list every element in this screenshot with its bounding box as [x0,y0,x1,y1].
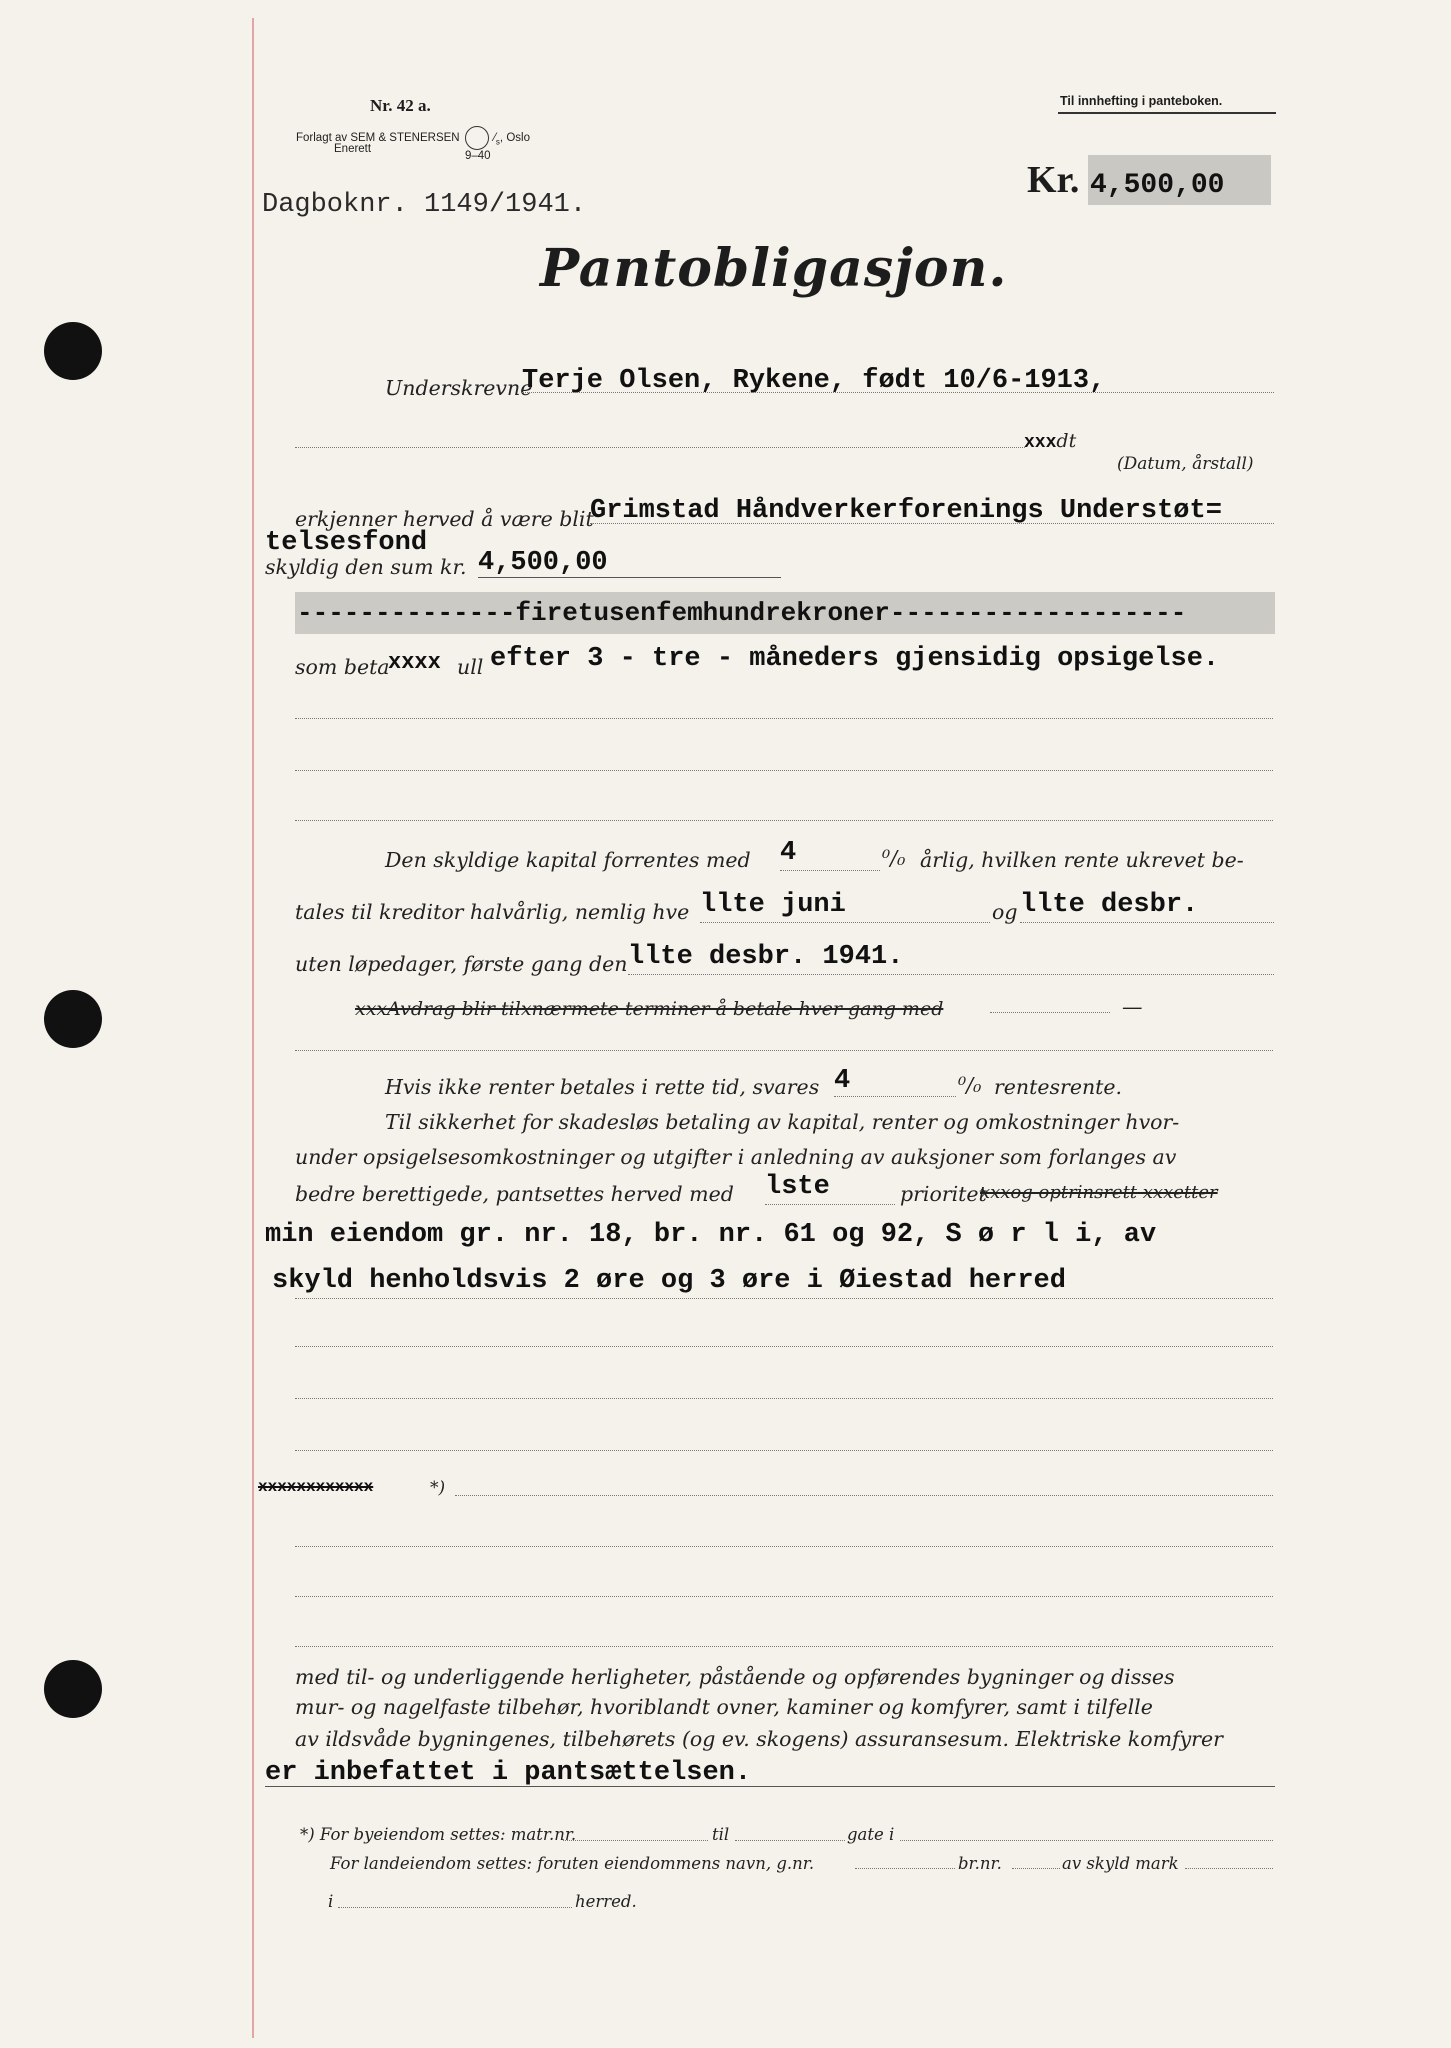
owe-label: skyldig den sum kr. [265,555,467,579]
installment-struck: xxxAvdrag blir tilxnærmete terminer å betale hver gang med [355,998,944,1020]
publisher-line: Forlagt av SEM & STENERSEN $⁄_s$, Oslo [296,126,530,150]
priority-label: prioritet [900,1182,987,1206]
enerett-label: Enerett [334,143,372,155]
punch-hole [44,1660,102,1718]
priority-struck: xxxog optrinsrett xxxetter [980,1182,1218,1203]
binding-note-underline [1058,112,1276,114]
interest-unit: ⁰/₀ [882,846,906,870]
punch-hole [44,990,102,1048]
struck-suffix: *) [430,1478,446,1498]
publisher-logo [465,126,489,150]
struck-block: xxxxxxxxxxxx [258,1478,374,1496]
born-note: (Datum, årstall) [1117,454,1254,474]
payable-mark: xxxx [388,650,441,675]
footnote-line-2-prefix: For landeiendom settes: foruten eiendommens navn, g.nr. [330,1854,815,1873]
interest-rate-line [780,870,880,871]
blank-line [295,820,1273,821]
property-line-2: skyld henholdsvis 2 øre og 3 øre i Øiestad herred [272,1266,1066,1296]
payable-label: som beta [295,655,390,679]
footnote-blank [900,1840,1273,1841]
priority-value: lste [765,1172,830,1202]
blank-line [295,1596,1273,1597]
footnote-gate: gate i [847,1825,895,1844]
form-number: Nr. 42 a. [370,96,431,115]
blank-line [295,1050,1273,1051]
born-mark: xxx [1024,433,1057,453]
security-text-3: bedre berettigede, pantsettes herved med [295,1182,734,1206]
creditor-line-1: Grimstad Håndverkerforenings Understøt= [590,496,1222,526]
late-interest-unit: ⁰/₀ [958,1073,982,1097]
interest-date-2: llte desbr. [1020,890,1199,920]
footnote-blank [1012,1868,1060,1869]
blank-line [295,1346,1273,1347]
creditor-line [590,523,1274,524]
interest-rate: 4 [780,838,797,868]
payable-suffix: ull [457,655,484,679]
appurtenances-typed: er inbefattet i pantsættelsen. [265,1758,752,1788]
priority-line [765,1204,895,1205]
blank-line [295,1398,1273,1399]
blank-line [295,1450,1273,1451]
creditor-line-2: telsesfond [265,528,428,558]
owe-amount-line [478,577,781,578]
margin-rule [252,18,254,2038]
blank-line [295,718,1273,719]
late-interest-text: rentesrente. [994,1075,1123,1099]
installment-line [990,1012,1110,1013]
born-suffix: dt [1056,430,1077,452]
first-time-label: uten løpedager, første gang den [295,952,628,976]
footnote-blank [563,1840,708,1841]
blank-line [295,1646,1273,1647]
form-date: 9–40 [465,150,491,162]
footnote-brnr: br.nr. [958,1854,1002,1873]
blank-line [455,1495,1273,1496]
appurtenances-text-3: av ildsvåde bygningenes, tilbehørets (og ev. skogens) assuransesum. Elektriske komfyrer [295,1727,1223,1751]
footnote-blank [1185,1868,1273,1869]
payable-terms: efter 3 - tre - måneders gjensidig opsigelse. [490,644,1220,674]
blank-line [295,1546,1273,1547]
installment-dash: — [1122,995,1143,1019]
amount-prefix: Kr. [1027,159,1080,201]
interest-terms-label: tales til kreditor halvårlig, nemlig hve [295,900,690,924]
footnote-line-1-prefix: *) For byeiendom settes: matr.nr. [300,1825,577,1844]
born-line [295,447,1025,448]
interest-text: årlig, hvilken rente ukrevet be- [920,848,1244,872]
footnote-blank [855,1868,955,1869]
journal-number: Dagboknr. 1149/1941. [262,190,587,220]
interest-date-1-line [700,922,990,923]
blank-line [295,1298,1273,1299]
debtor-name: Terje Olsen, Rykene, født 10/6-1913, [522,366,1106,396]
amount-value: 4,500,00 [1090,170,1225,201]
amount-in-words: --------------firetusenfemhundrekroner------------------- [297,598,1187,628]
security-text-2: under opsigelsesomkostninger og utgifter i anledning av auksjoner som forlanges av [295,1145,1177,1169]
document-title: Pantobligasjon. [540,238,1008,299]
owe-amount: 4,500,00 [478,548,608,578]
appurtenances-rule [265,1786,1275,1787]
footnote-blank [338,1907,572,1908]
footnote-herred: herred. [575,1892,637,1911]
binding-note: Til innhefting i panteboken. [1060,94,1223,108]
late-interest-line [834,1096,956,1097]
footnote-til: til [712,1825,730,1844]
publisher-city: Oslo [506,132,530,145]
footnote-blank [735,1840,845,1841]
security-text-1: Til sikkerhet for skadesløs betaling av kapital, renter og omkostninger hvor- [385,1110,1180,1134]
punch-hole [44,322,102,380]
interest-label: Den skyldige kapital forrentes med [385,848,751,872]
interest-og: og [992,900,1018,924]
debtor-line [522,392,1274,393]
late-interest-rate: 4 [834,1066,851,1096]
appurtenances-text-2: mur- og nagelfaste tilbehør, hvoriblandt ovner, kaminer og komfyrer, samt i tilfelle [295,1695,1153,1719]
first-time-line [628,974,1274,975]
footnote-skyld: av skyld mark [1062,1854,1179,1873]
late-interest-label: Hvis ikke renter betales i rette tid, svares [385,1075,820,1099]
interest-date-2-line [1020,922,1274,923]
first-time-value: llte desbr. 1941. [628,942,904,972]
footnote-i: i [328,1892,334,1911]
acknowledge-label: erkjenner herved å være blit [295,507,594,531]
interest-date-1: llte juni [700,890,846,920]
blank-line [295,770,1273,771]
appurtenances-text-1: med til- og underliggende herligheter, påstående og opførendes bygninger og disses [295,1665,1175,1689]
publisher-name: Forlagt av SEM & STENERSEN [296,132,463,145]
property-line-1: min eiendom gr. nr. 18, br. nr. 61 og 92, S ø r l i, av [265,1220,1157,1250]
undersigned-label: Underskrevne [385,376,533,400]
born-field [1024,430,1076,453]
